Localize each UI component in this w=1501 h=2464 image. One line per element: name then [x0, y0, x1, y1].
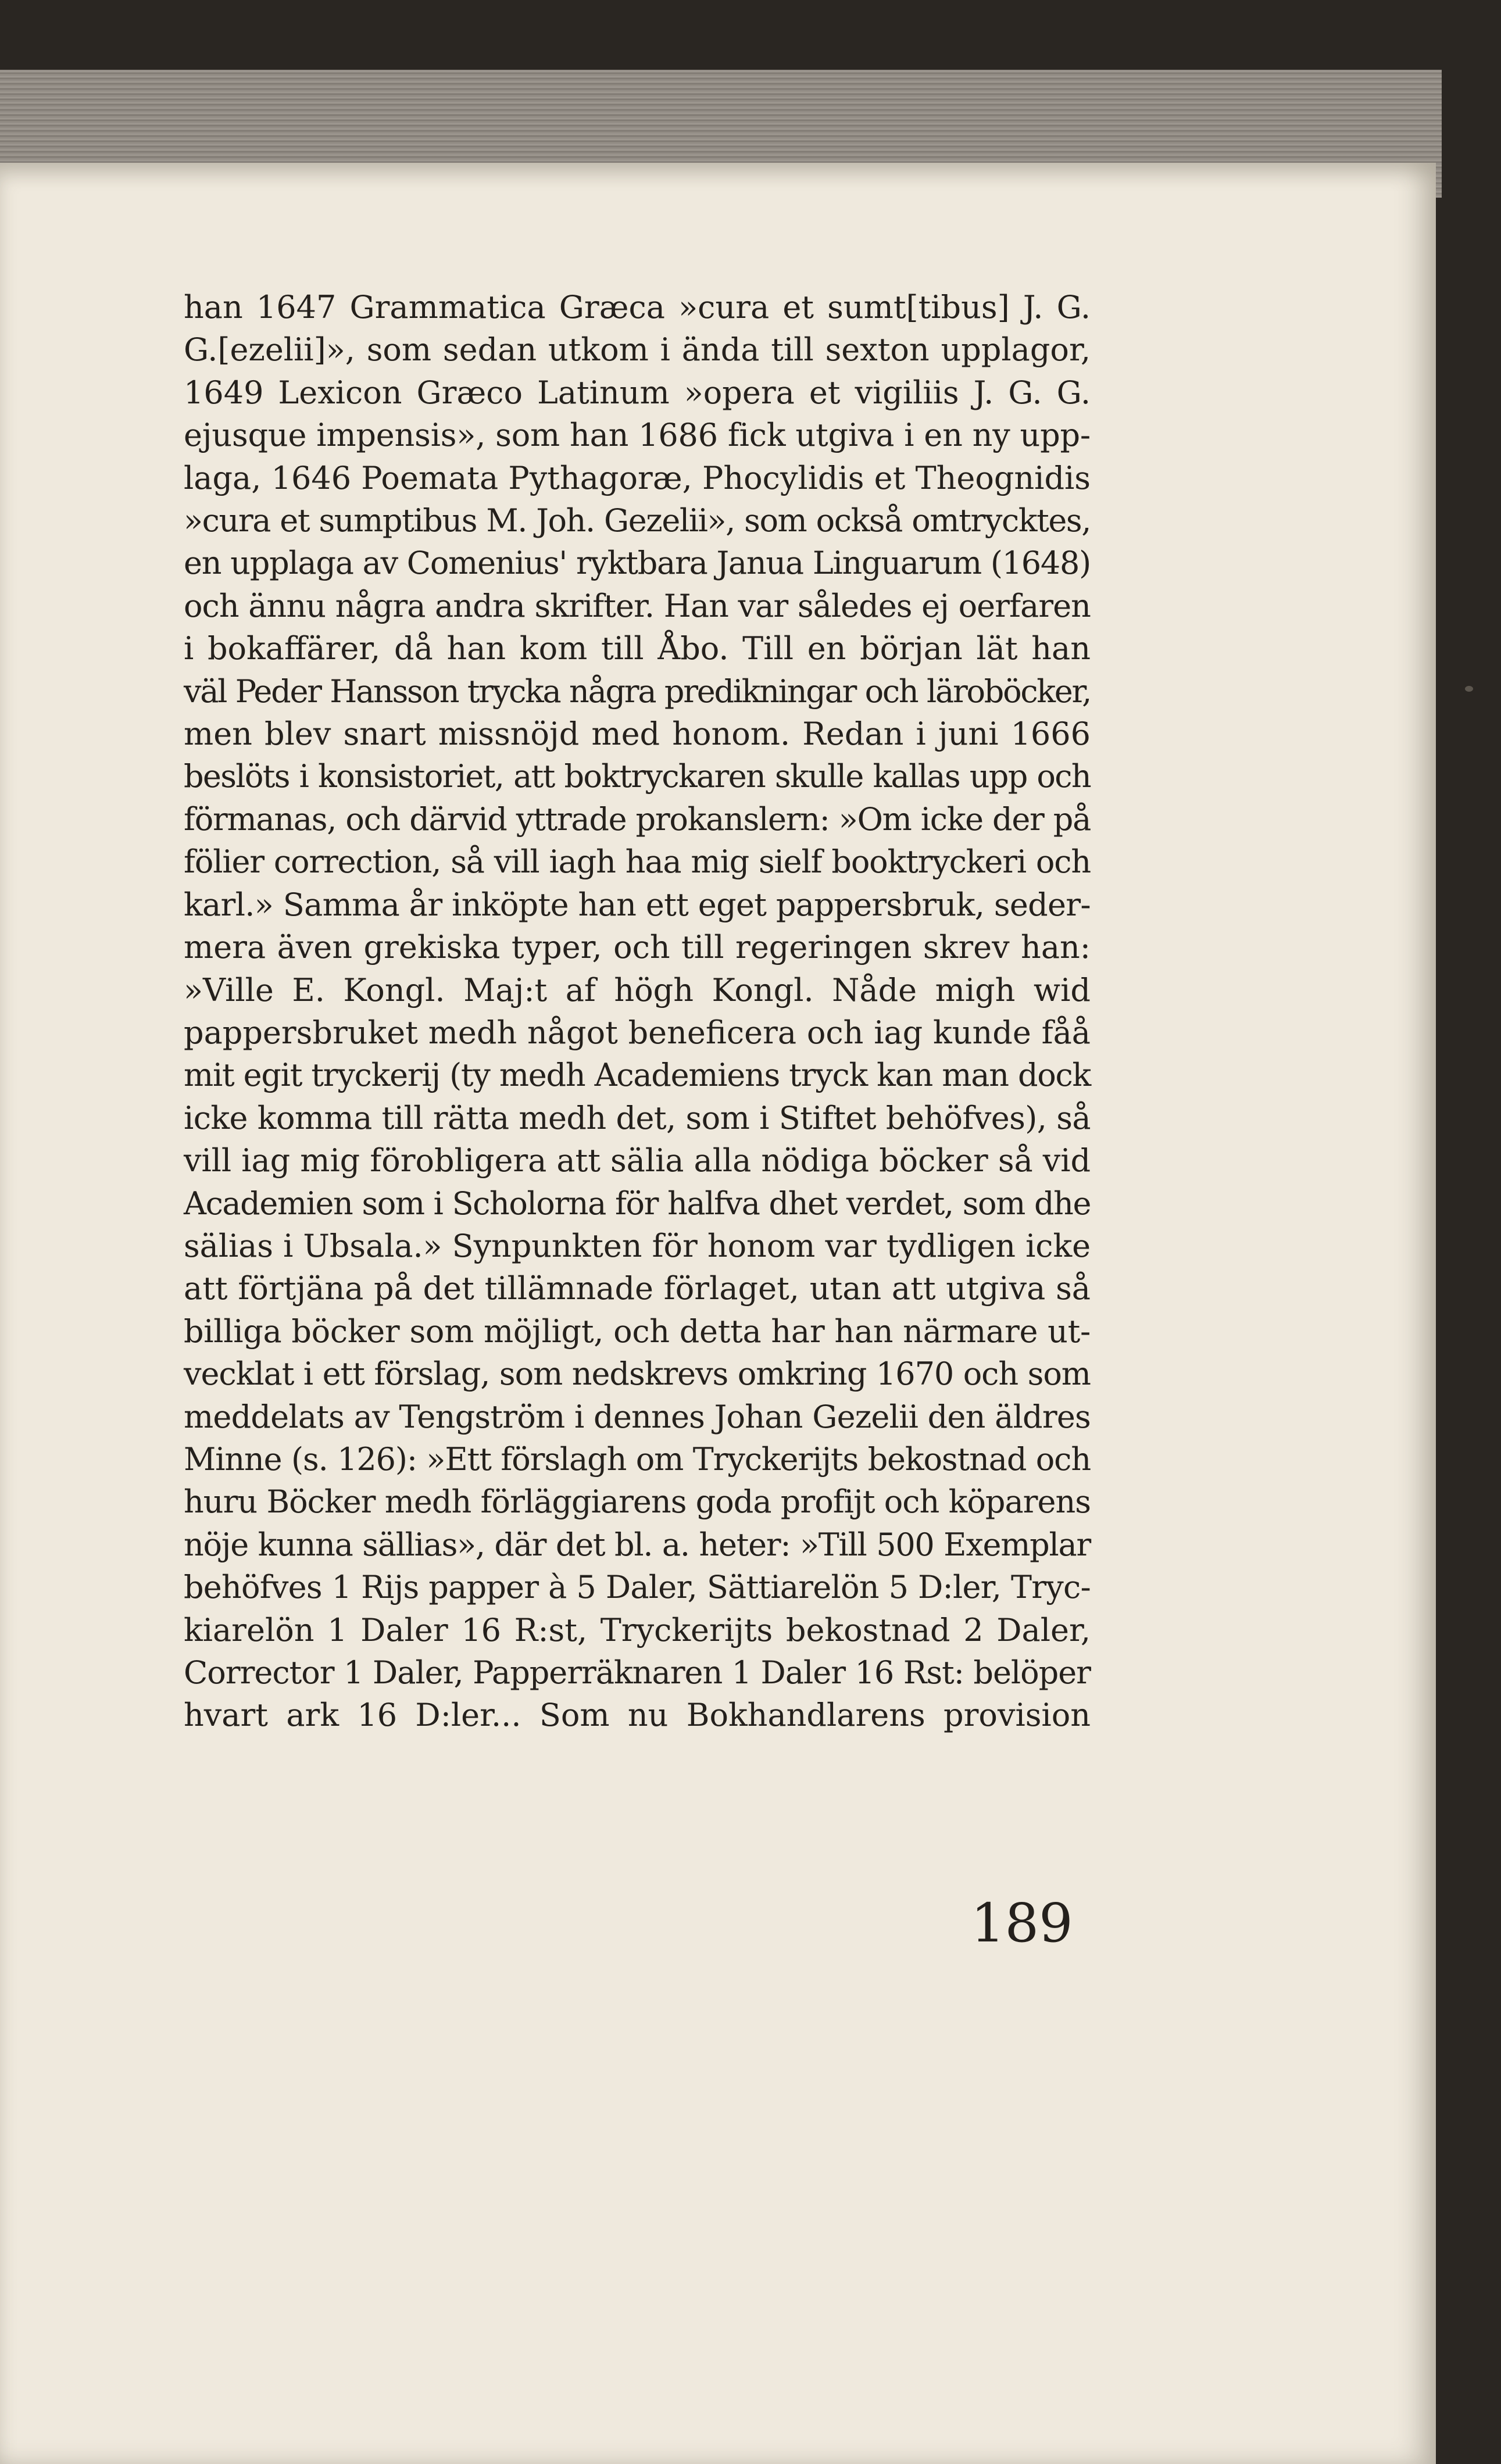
text-line: och ännu några andra skrifter. Han var således ej oerfaren — [184, 587, 1091, 624]
text-line: vecklat i ett förslag, som nedskrevs omkring 1670 och som — [184, 1356, 1091, 1393]
text-line: kiarelön 1 Daler 16 R:st, Tryckerijts bekostnad 2 Daler, — [184, 1611, 1091, 1648]
text-line: billiga böcker som möjligt, och detta har han närmare ut- — [184, 1313, 1091, 1350]
text-line: mera även grekiska typer, och till regeringen skrev han: — [184, 929, 1091, 966]
text-line: pappersbruket medh något beneficera och iag kunde fåå — [184, 1014, 1091, 1051]
page-number: 189 — [971, 1892, 1073, 1954]
paper-speck — [1465, 686, 1473, 692]
text-line: han 1647 Grammatica Græca »cura et sumt[tibus] J. G. — [184, 289, 1091, 326]
text-line: nöje kunna sällias», där det bl. a. heter: »Till 500 Exemplar — [184, 1526, 1091, 1563]
text-line: karl.» Samma år inköpte han ett eget pappersbruk, seder- — [184, 886, 1091, 923]
text-line: »Ville E. Kongl. Maj:t af högh Kongl. Nåde migh wid — [184, 971, 1091, 1009]
text-line: icke komma till rätta medh det, som i Stiftet behöfves), så — [184, 1099, 1091, 1136]
text-line: mit egit tryckerij (ty medh Academiens tryck kan man dock — [184, 1057, 1091, 1094]
text-line: Academien som i Scholorna för halfva dhet verdet, som dhe — [184, 1185, 1091, 1222]
text-line: Corrector 1 Daler, Papperräknaren 1 Daler 16 Rst: belöper — [184, 1654, 1091, 1691]
text-line: vill iag mig förobligera att sälia alla nödiga böcker så vid — [184, 1142, 1091, 1179]
text-line: väl Peder Hansson trycka några predikningar och läroböcker, — [184, 673, 1091, 710]
text-line: i bokaffärer, då han kom till Åbo. Till en början lät han — [184, 630, 1091, 667]
text-line: beslöts i konsistoriet, att boktryckaren skulle kallas upp och — [184, 758, 1091, 795]
text-line: huru Böcker medh förläggiarens goda profijt och köparens — [184, 1483, 1091, 1521]
text-line: laga, 1646 Poemata Pythagoræ, Phocylidis et Theognidis — [184, 459, 1091, 496]
text-line: 1649 Lexicon Græco Latinum »opera et vigiliis J. G. G. — [184, 374, 1091, 411]
text-line: Minne (s. 126): »Ett förslagh om Tryckerijts bekostnad och — [184, 1440, 1091, 1478]
text-line: hvart ark 16 D:ler... Som nu Bokhandlarens provision — [184, 1697, 1091, 1734]
text-line: sälias i Ubsala.» Synpunkten för honom var tydligen icke — [184, 1227, 1091, 1264]
text-line: G.[ezelii]», som sedan utkom i ända till sexton upplagor, — [184, 331, 1091, 369]
text-line: fölier correction, så vill iagh haa mig sielf booktryckeri och — [184, 843, 1091, 881]
text-line: men blev snart missnöjd med honom. Redan i juni 1666 — [184, 716, 1091, 753]
text-line: meddelats av Tengström i dennes Johan Gezelii den äldres — [184, 1398, 1091, 1435]
text-line: att förtjäna på det tillämnade förlaget, utan att utgiva så — [184, 1270, 1091, 1307]
text-line: ejusque impensis», som han 1686 fick utgiva i en ny upp- — [184, 417, 1091, 454]
text-line: förmanas, och därvid yttrade prokanslern: »Om icke der på — [184, 800, 1091, 838]
body-text — [184, 286, 1091, 1737]
text-line: en upplaga av Comenius' ryktbara Janua Linguarum (1648) — [184, 545, 1091, 582]
text-line: »cura et sumptibus M. Joh. Gezelii», som också omtrycktes, — [184, 502, 1091, 539]
text-line: behöfves 1 Rijs papper à 5 Daler, Sättiarelön 5 D:ler, Tryc- — [184, 1569, 1091, 1606]
